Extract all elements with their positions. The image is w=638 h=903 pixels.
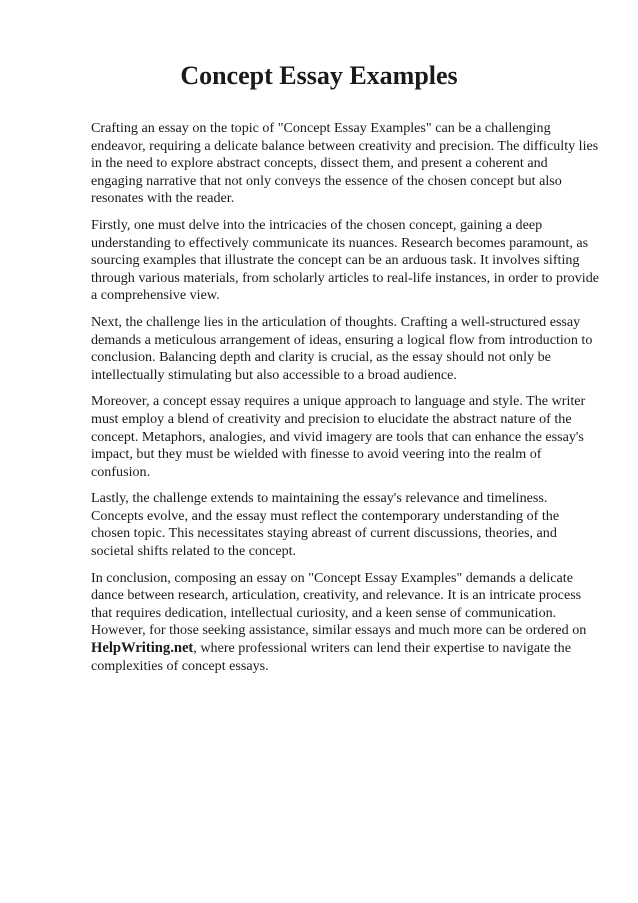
paragraph-intro: Crafting an essay on the topic of "Concept Essay Examples" can be a challenging endeavor, requiring a delicate balance between creativity and precision. The difficulty lies in the need to explore abstract concepts, dissect them, and present a coherent and engaging narrative that not only conveys the essence of the chosen concept but also resonates with the reader. — [91, 120, 599, 207]
paragraph-moreover: Moreover, a concept essay requires a unique approach to language and style. The writer must employ a blend of creativity and precision to elucidate the abstract nature of the concept. Metaphors, analogies, and vivid imagery are tools that can enhance the essay's impact, but they must be wielded with finesse to avoid veering into the realm of confusion. — [91, 393, 586, 480]
paragraph-conclusion — [91, 570, 601, 676]
paragraph-next: Next, the challenge lies in the articulation of thoughts. Crafting a well-structured essay demands a meticulous arrangement of ideas, ensuring a logical flow from introduction to conclusion. Balancing depth and clarity is crucial, as the essay should not only be intellectually stimulating but also accessible to a broad audience. — [91, 313, 593, 383]
conclusion-text-before: In conclusion, composing an essay on "Concept Essay Examples" demands a delicate dance between research, articulation, creativity, and relevance. It is an intricate process that requires dedication, intellectual curiosity, and a keen sense of communication. However, for those seeking assistance, similar essays and much more can be ordered on — [91, 569, 587, 639]
helpwriting-link[interactable]: HelpWriting.net — [91, 640, 194, 657]
paragraph-lastly: Lastly, the challenge extends to maintaining the essay's relevance and timeliness. Concepts evolve, and the essay must reflect the contemporary understanding of the chosen topic. This necessitates staying abreast of current discussions, theories, and societal shifts related to the concept. — [91, 490, 560, 560]
page-title: Concept Essay Examples — [180, 61, 458, 90]
essay-body — [91, 120, 601, 684]
conclusion-text-after: , where professional writers can lend their expertise to navigate the complexities of concept essays. — [91, 640, 571, 674]
paragraph-firstly: Firstly, one must delve into the intricacies of the chosen concept, gaining a deep understanding to effectively communicate its nuances. Research becomes paramount, as sourcing examples that illustrate the concept can be an arduous task. It involves sifting through various materials, from scholarly articles to real-life instances, in order to provide a comprehensive view. — [91, 216, 599, 304]
